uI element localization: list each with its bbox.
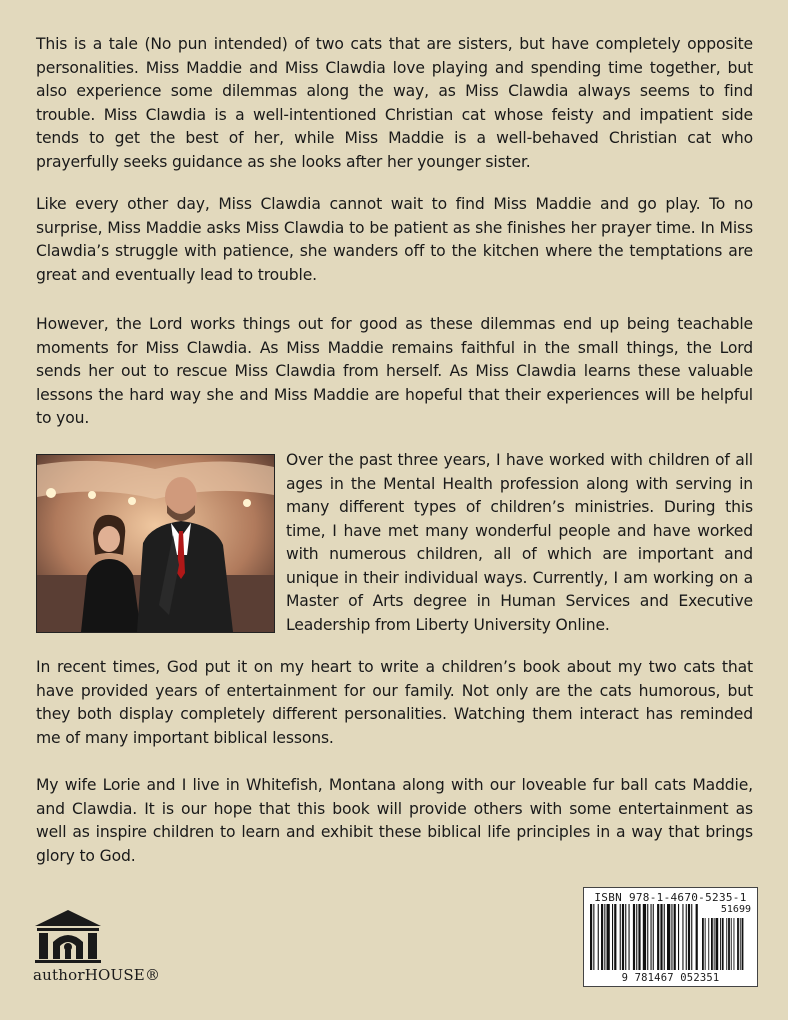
barcode-bar <box>643 904 646 970</box>
barcode-bar <box>657 904 659 970</box>
barcode-bar <box>667 904 670 970</box>
author-bio-paragraph: Over the past three years, I have worked with children of all ages in the Mental Health profession along with serving in many different types of children’s ministries. During this time, I have met many wonderful people and have worked with numerous children, all of which are important and unique in their individual ways. Currently, I am working on a Master of Arts degree in Human Services and Executive Leadership from Liberty University Online. <box>286 451 753 634</box>
barcode-bar <box>651 904 652 970</box>
barcode-bar <box>708 918 709 970</box>
barcode-bar <box>686 904 687 970</box>
barcode-bar <box>629 904 630 970</box>
barcode-bar <box>740 918 741 970</box>
barcode-bar <box>734 918 735 970</box>
blurb-paragraph-3: However, the Lord works things out for good as these dilemmas end up being teachable moments for Miss Clawdia. As Miss Maddie remains faithful in the small things, the Lord sends her out to rescue Miss Clawdia from herself. As Miss Clawdia learns these valuable lessons the hard way she and Miss Maddie are hopeful that their experiences will be helpful to you. <box>36 315 753 427</box>
barcode-bar <box>622 904 624 970</box>
barcode-bar <box>614 904 616 970</box>
barcode-bar <box>682 904 683 970</box>
blurb-paragraph-5: In recent times, God put it on my heart to write a children’s book about my two cats that have provided years of entertainment for our family. Not only are the cats humorous, but they both display completely different personalities. Watching them interact has reminded me of many important biblical lessons. <box>36 658 753 747</box>
blurb-paragraph-6: My wife Lorie and I live in Whitefish, Montana along with our loveable fur ball cats Maddie, and Clawdia. It is our hope that this book will provide others with some entertainment as well as inspire children to learn and exhibit these biblical life principles in a way that brings glory to God. <box>36 776 753 865</box>
barcode-bar <box>633 904 635 970</box>
barcode-bar <box>601 904 603 970</box>
barcode-bar <box>726 918 727 970</box>
barcode-bar <box>674 904 676 970</box>
barcode-bar <box>625 904 626 970</box>
barcode-bar <box>671 904 672 970</box>
barcode-bar <box>731 918 732 970</box>
barcode-bar <box>647 904 648 970</box>
barcode-bar <box>638 904 640 970</box>
barcode-bar <box>702 918 704 970</box>
barcode-bar <box>696 904 698 970</box>
barcode-bar <box>728 918 730 970</box>
barcode-bar <box>612 904 613 970</box>
publisher-name: authorHOUSE® <box>33 966 161 984</box>
barcode-bar <box>711 918 713 970</box>
barcode-bar <box>716 918 719 970</box>
author-photo <box>36 454 275 633</box>
barcode-bar <box>720 918 721 970</box>
barcode-bar <box>691 904 692 970</box>
authorhouse-logo-icon <box>33 908 103 964</box>
barcode-digits: 9 781467 052351 <box>584 972 757 984</box>
publisher-logo <box>33 908 163 992</box>
barcode-bar <box>705 918 706 970</box>
blurb-paragraph-2: Like every other day, Miss Clawdia cannot wait to find Miss Maddie and go play. To no surprise, Miss Maddie asks Miss Clawdia to be patient as she finishes her prayer time. In Miss Clawdia’s struggle with patience, she wanders off to the kitchen where the temptations are great and eventually lead to trouble. <box>36 195 753 284</box>
barcode-bar <box>722 918 724 970</box>
blurb-paragraph-1: This is a tale (No pun intended) of two cats that are sisters, but have completely opposite personalities. Miss Maddie and Miss Clawdia love playing and spending time together, but also experience some dilemmas along the way, as Miss Clawdia always seems to find trouble. Miss Clawdia is a well-intentioned Christian cat whose feisty and impatient side tends to get the best of her, while Miss Maddie is a well-behaved Christian cat who prayerfully seeks guidance as she looks after her younger sister. <box>36 35 753 171</box>
isbn-barcode <box>583 887 758 987</box>
price-code: 51699 <box>720 904 751 915</box>
barcode-bar <box>660 904 662 970</box>
barcode-bar <box>678 904 679 970</box>
barcode-bar <box>742 918 744 970</box>
barcode-bar <box>620 904 621 970</box>
isbn-label: ISBN 978-1-4670-5235-1 <box>594 891 747 904</box>
barcode-bar <box>604 904 605 970</box>
barcode-bar <box>737 918 739 970</box>
barcode-bar <box>636 904 637 970</box>
barcode-bar <box>590 904 592 970</box>
barcode-bar <box>593 904 594 970</box>
barcode-bar <box>688 904 690 970</box>
barcode-bar <box>607 904 610 970</box>
barcode-bar <box>664 904 665 970</box>
barcode-bar <box>714 918 715 970</box>
barcode-bar <box>653 904 654 970</box>
barcode-bar <box>598 904 599 970</box>
